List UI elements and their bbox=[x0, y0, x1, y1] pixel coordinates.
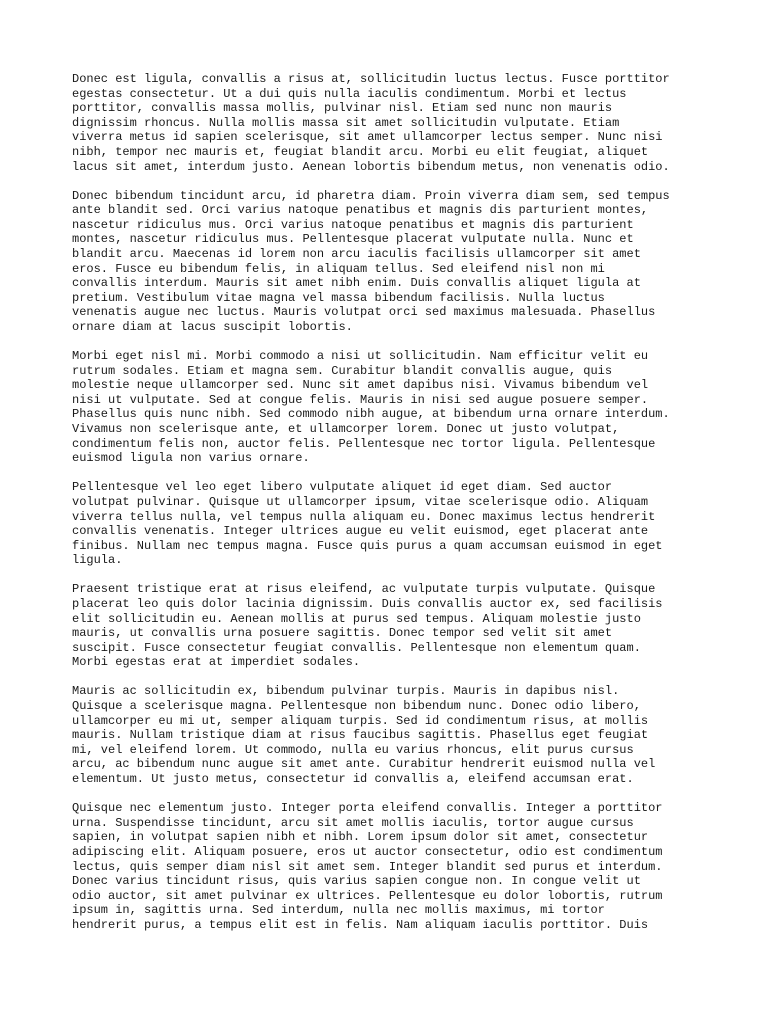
paragraph-line: blandit arcu. Maecenas id lorem non arcu iaculis facilisis ullamcorper sit amet bbox=[72, 247, 641, 262]
paragraph-line: adipiscing elit. Aliquam posuere, eros ut auctor consectetur, odio est condimentum bbox=[72, 844, 663, 859]
paragraph-line: Praesent tristique erat at risus eleifend, ac vulputate turpis vulputate. Quisque bbox=[72, 582, 656, 597]
paragraph-line: ullamcorper eu mi ut, semper aliquam turpis. Sed id condimentum risus, at mollis bbox=[72, 713, 649, 728]
paragraph-line: Mauris ac sollicitudin ex, bibendum pulvinar turpis. Mauris in dapibus nisl. bbox=[72, 684, 620, 699]
paragraph-4 bbox=[72, 480, 712, 568]
paragraph-line: nascetur ridiculus mus. Orci varius natoque penatibus et magnis dis parturient bbox=[72, 217, 634, 232]
paragraph-line: Donec varius tincidunt risus, quis varius sapien congue non. In congue velit ut bbox=[72, 874, 641, 889]
paragraph-line: Quisque nec elementum justo. Integer porta eleifend convallis. Integer a porttitor bbox=[72, 801, 663, 816]
paragraph-line: Quisque a scelerisque magna. Pellentesque non bibendum nunc. Donec odio libero, bbox=[72, 699, 641, 714]
paragraph-line: Donec est ligula, convallis a risus at, sollicitudin luctus lectus. Fusce porttitor bbox=[72, 72, 670, 86]
paragraph-2 bbox=[72, 189, 712, 335]
paragraph-line: Morbi egestas erat at imperdiet sodales. bbox=[72, 655, 361, 670]
paragraph-line: sapien, in volutpat sapien nibh et nibh. Lorem ipsum dolor sit amet, consectetur bbox=[72, 830, 649, 845]
paragraph-line: condimentum felis non, auctor felis. Pellentesque nec tortor ligula. Pellentesque bbox=[72, 436, 656, 451]
paragraph-5 bbox=[72, 582, 712, 670]
paragraph-line: hendrerit purus, a tempus elit est in felis. Nam aliquam iaculis porttitor. Duis bbox=[72, 917, 649, 932]
paragraph-7 bbox=[72, 801, 712, 932]
paragraph-line: elementum. Ut justo metus, consectetur id convallis a, eleifend accumsan erat. bbox=[72, 772, 634, 787]
paragraph-line: viverra metus id sapien scelerisque, sit amet ullamcorper lectus semper. Nunc nisi bbox=[72, 130, 663, 145]
document-page bbox=[72, 72, 712, 1024]
paragraph-line: mi, vel eleifend lorem. Ut commodo, nulla eu varius rhoncus, elit purus cursus bbox=[72, 742, 634, 757]
paragraph-1 bbox=[72, 72, 712, 174]
paragraph-line: Vivamus non scelerisque ante, et ullamcorper lorem. Donec ut justo volutpat, bbox=[72, 422, 620, 437]
paragraph-line: viverra tellus nulla, vel tempus nulla aliquam eu. Donec maximus lectus hendrerit bbox=[72, 509, 656, 524]
paragraph-line: ante blandit sed. Orci varius natoque penatibus et magnis dis parturient montes, bbox=[72, 203, 649, 218]
paragraph-line: convallis interdum. Mauris sit amet nibh enim. Duis convallis aliquet ligula at bbox=[72, 276, 641, 291]
paragraph-line: lacus sit amet, interdum justo. Aenean lobortis bibendum metus, non venenatis odio. bbox=[72, 159, 670, 174]
paragraph-line: urna. Suspendisse tincidunt, arcu sit amet mollis iaculis, tortor augue cursus bbox=[72, 815, 634, 830]
paragraph-line: elit sollicitudin eu. Aenean mollis at purus sed tempus. Aliquam molestie justo bbox=[72, 611, 641, 626]
paragraph-line: nibh, tempor nec mauris et, feugiat blandit arcu. Morbi eu elit feugiat, aliquet bbox=[72, 144, 649, 159]
paragraph-6 bbox=[72, 684, 712, 786]
paragraph-3 bbox=[72, 349, 712, 466]
paragraph-line: Phasellus quis nunc nibh. Sed commodo nibh augue, at bibendum urna ornare interdum. bbox=[72, 407, 670, 422]
paragraph-line: euismod ligula non varius ornare. bbox=[72, 451, 310, 466]
paragraph-line: odio auctor, sit amet pulvinar ex ultrices. Pellentesque eu dolor lobortis, rutrum bbox=[72, 888, 663, 903]
paragraph-line: ornare diam at lacus suscipit lobortis. bbox=[72, 320, 353, 334]
paragraph-line: arcu, ac bibendum nunc augue sit amet ante. Curabitur hendrerit euismod nulla vel bbox=[72, 757, 656, 772]
paragraph-line: rutrum sodales. Etiam et magna sem. Curabitur blandit convallis augue, quis bbox=[72, 363, 613, 378]
paragraph-line: eros. Fusce eu bibendum felis, in aliquam tellus. Sed eleifend nisl non mi bbox=[72, 261, 605, 276]
paragraph-line: venenatis augue nec luctus. Mauris volutpat orci sed maximus malesuada. Phasellus bbox=[72, 305, 656, 320]
paragraph-line: Morbi eget nisl mi. Morbi commodo a nisi ut sollicitudin. Nam efficitur velit eu bbox=[72, 349, 649, 364]
paragraph-line: Donec bibendum tincidunt arcu, id pharetra diam. Proin viverra diam sem, sed tempus bbox=[72, 188, 670, 203]
paragraph-line: placerat leo quis dolor lacinia dignissim. Duis convallis auctor ex, sed facilisis bbox=[72, 597, 663, 611]
paragraph-line: ipsum in, sagittis urna. Sed interdum, nulla nec mollis maximus, mi tortor bbox=[72, 903, 605, 918]
paragraph-line: dignissim rhoncus. Nulla mollis massa sit amet sollicitudin vulputate. Etiam bbox=[72, 115, 620, 130]
paragraph-line: pretium. Vestibulum vitae magna vel massa bibendum facilisis. Nulla luctus bbox=[72, 290, 605, 305]
paragraph-line: suscipit. Fusce consectetur feugiat convallis. Pellentesque non elementum quam. bbox=[72, 640, 641, 655]
paragraph-line: mauris, ut convallis urna posuere sagittis. Donec tempor sed velit sit amet bbox=[72, 626, 613, 641]
paragraph-line: volutpat pulvinar. Quisque ut ullamcorper ipsum, vitae scelerisque odio. Aliquam bbox=[72, 494, 649, 509]
paragraph-line: egestas consectetur. Ut a dui quis nulla iaculis condimentum. Morbi et lectus bbox=[72, 86, 627, 101]
paragraph-line: porttitor, convallis massa mollis, pulvinar nisl. Etiam sed nunc non mauris bbox=[72, 101, 613, 116]
paragraph-line: ligula. bbox=[72, 553, 123, 568]
paragraph-line: mauris. Nullam tristique diam at risus faucibus sagittis. Phasellus eget feugiat bbox=[72, 728, 649, 743]
paragraph-line: lectus, quis semper diam nisl sit amet sem. Integer blandit sed purus et interdum. bbox=[72, 859, 663, 874]
paragraph-line: finibus. Nullam nec tempus magna. Fusce quis purus a quam accumsan euismod in eget bbox=[72, 538, 663, 553]
paragraph-line: convallis venenatis. Integer ultrices augue eu velit euismod, eget placerat ante bbox=[72, 524, 649, 539]
paragraph-line: montes, nascetur ridiculus mus. Pellentesque placerat vulputate nulla. Nunc et bbox=[72, 232, 634, 247]
paragraph-line: nisi ut vulputate. Sed at congue felis. Mauris in nisi sed augue posuere semper. bbox=[72, 392, 649, 407]
paragraph-line: Pellentesque vel leo eget libero vulputate aliquet id eget diam. Sed auctor bbox=[72, 480, 613, 495]
paragraph-line: molestie neque ullamcorper sed. Nunc sit amet dapibus nisi. Vivamus bibendum vel bbox=[72, 378, 649, 393]
